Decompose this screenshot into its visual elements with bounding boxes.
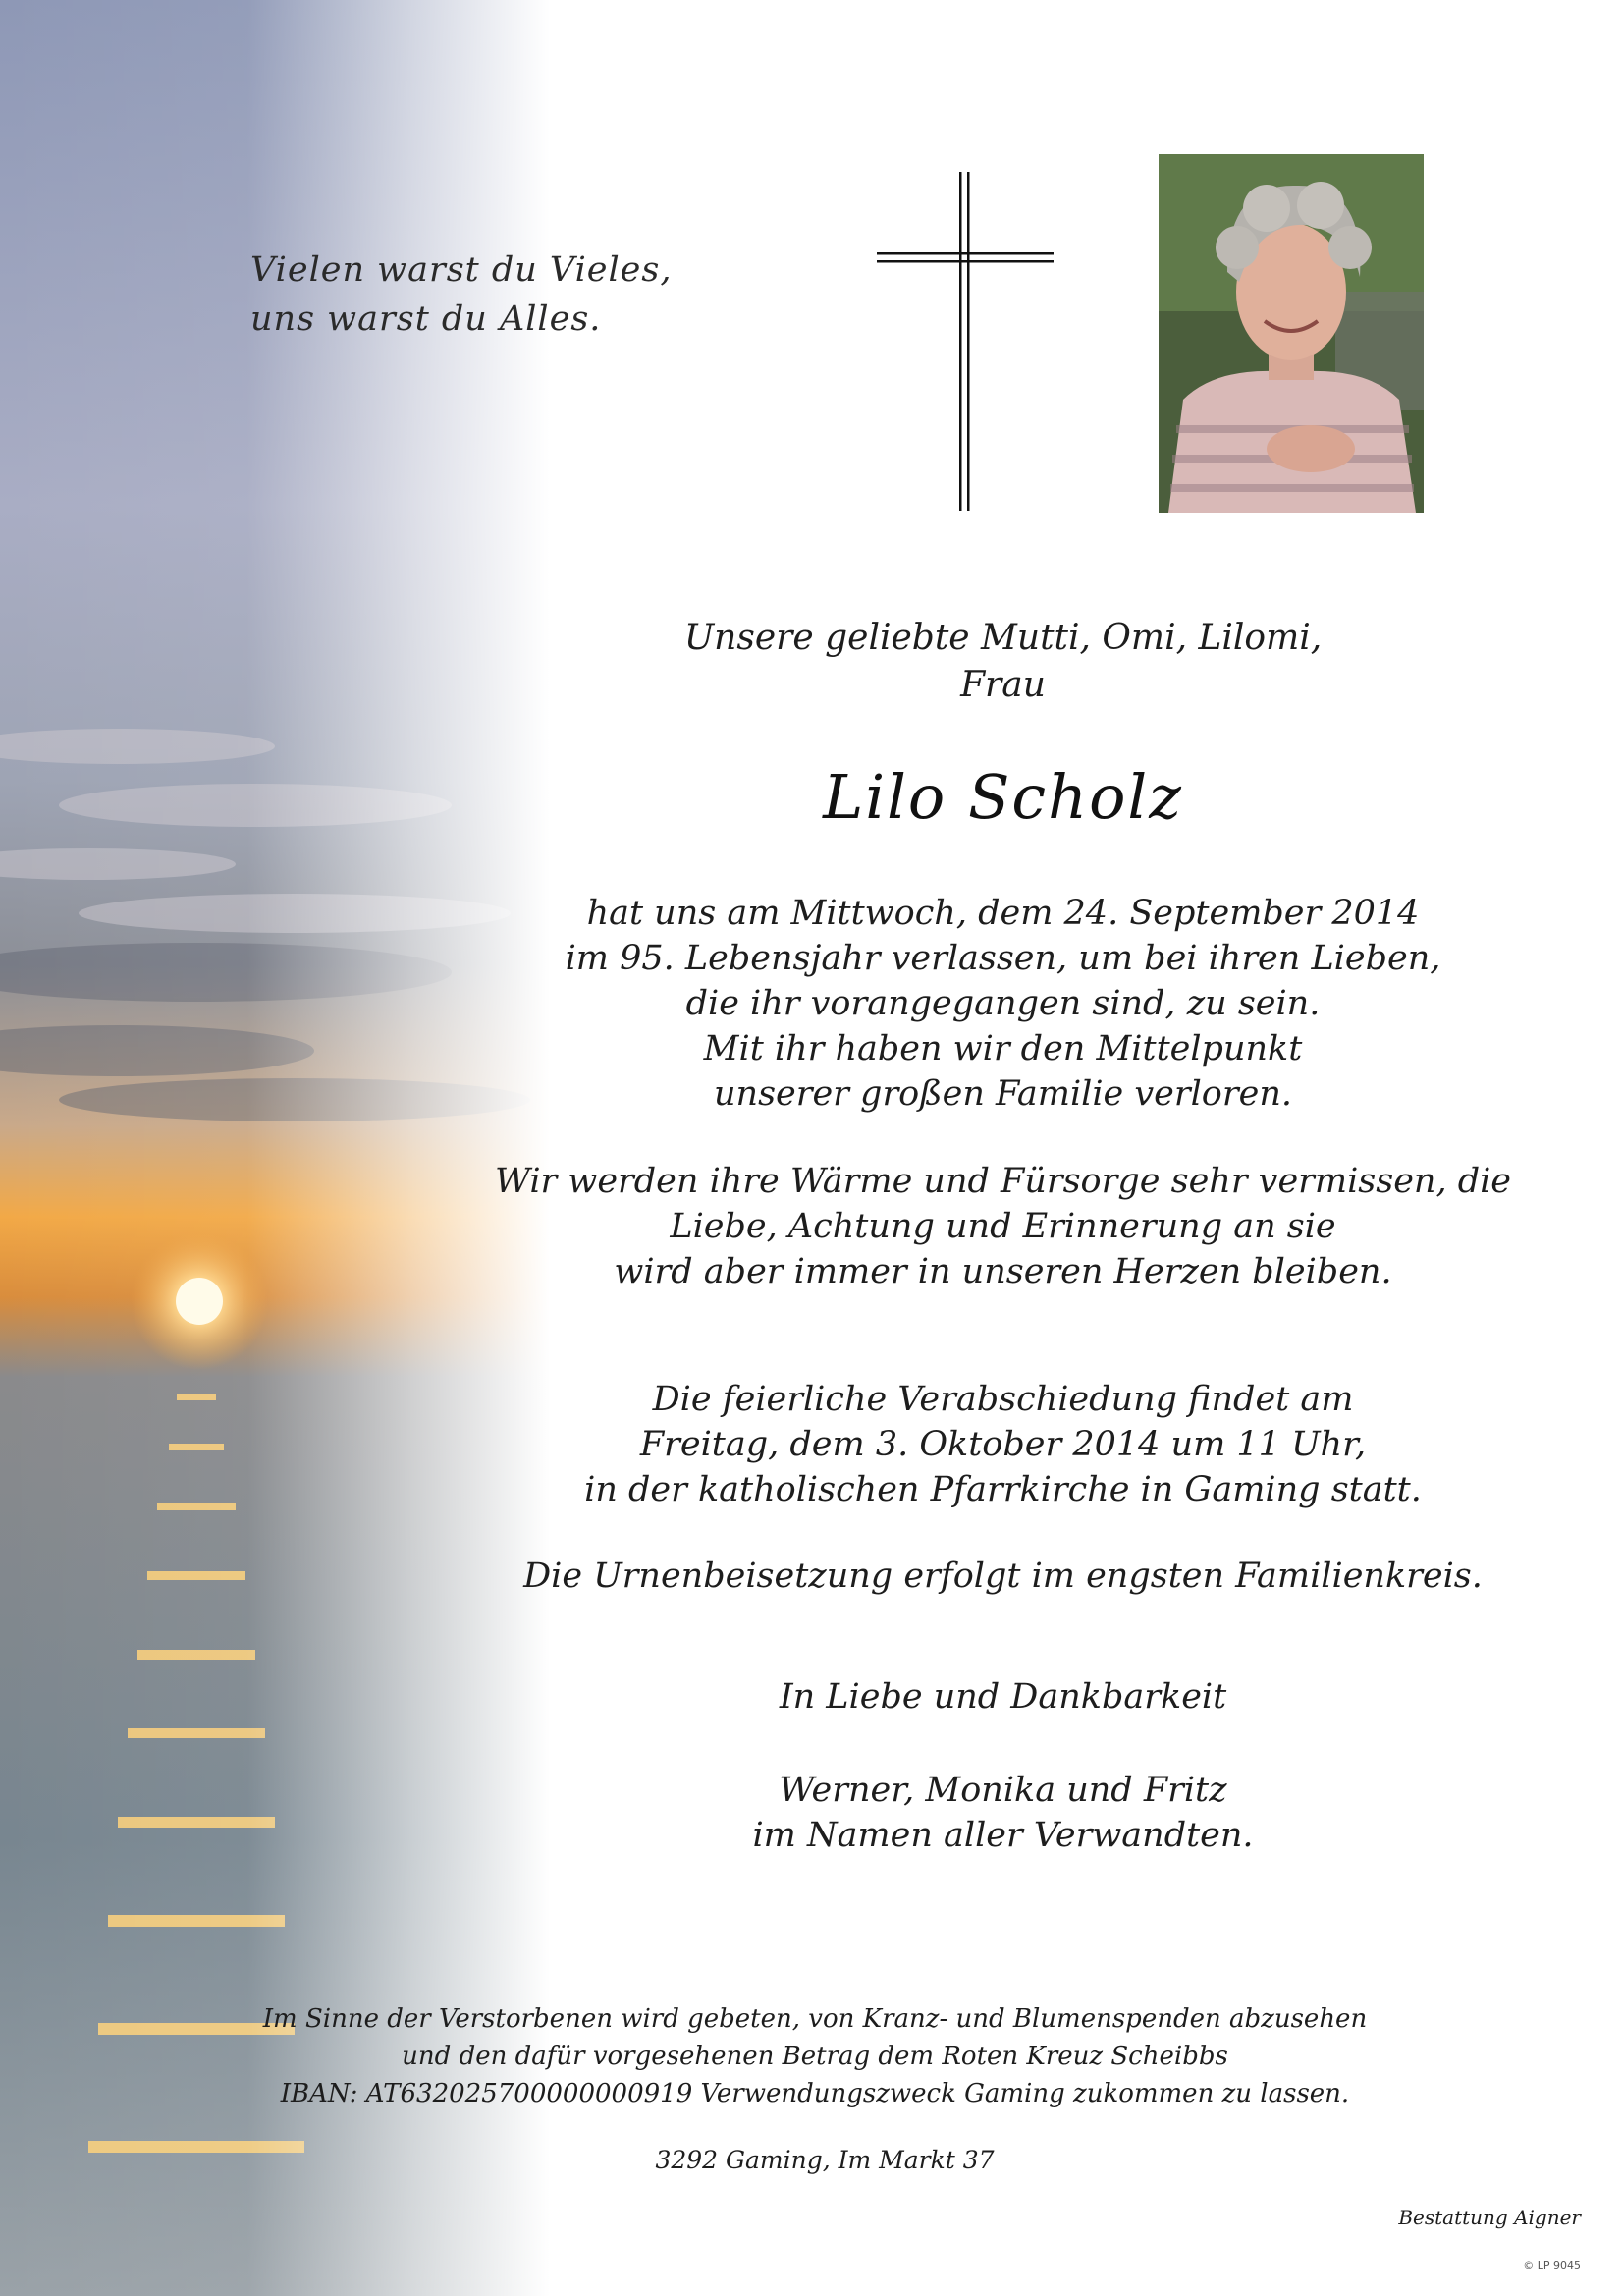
request-line: und den dafür vorgesehenen Betrag dem Roten Kreuz Scheibbs <box>402 2042 1228 2071</box>
text-line: Mit ihr haben wir den Mittelpunkt <box>703 1029 1303 1068</box>
text-line: Wir werden ihre Wärme und Fürsorge sehr vermissen, die <box>494 1162 1512 1201</box>
intro-line: Unsere geliebte Mutti, Omi, Lilomi, <box>683 618 1323 658</box>
text-line: die ihr vorangegangen sind, zu sein. <box>685 984 1321 1023</box>
text-line: hat uns am Mittwoch, dem 24. September 2014 <box>586 894 1420 933</box>
signature-block <box>461 1768 1544 1858</box>
text-line: im 95. Lebensjahr verlassen, um bei ihren Lieben, <box>565 939 1441 978</box>
signature-line: Werner, Monika und Fritz <box>779 1771 1227 1810</box>
text-line: in der katholischen Pfarrkirche in Gaming statt. <box>584 1470 1422 1509</box>
cross-icon <box>877 172 1054 511</box>
remembrance-paragraph <box>461 1159 1544 1294</box>
intro-line: Frau <box>960 665 1046 705</box>
burial-note: Die Urnenbeisetzung erfolgt im engsten Familienkreis. <box>523 1557 1483 1596</box>
sunset-sea-photo <box>0 0 550 2296</box>
address: 3292 Gaming, Im Markt 37 <box>655 2146 995 2174</box>
deceased-name: Lilo Scholz <box>823 761 1183 833</box>
request-line: IBAN: AT632025700000000919 Verwendungszweck Gaming zukommen zu lassen. <box>280 2079 1350 2108</box>
text-line: Die feierliche Verabschiedung findet am <box>652 1380 1354 1419</box>
ceremony-paragraph <box>461 1377 1544 1512</box>
tagline-line: Vielen warst du Vieles, <box>250 250 673 290</box>
text-line: Liebe, Achtung und Erinnerung an sie <box>670 1207 1336 1246</box>
tagline <box>250 246 673 344</box>
undertaker-name: Bestattung Aigner <box>1398 2206 1581 2229</box>
portrait-photo <box>1159 154 1424 513</box>
tagline-line: uns warst du Alles. <box>250 300 602 339</box>
print-code: © LP 9045 <box>1523 2259 1581 2271</box>
request-line: Im Sinne der Verstorbenen wird gebeten, von Kranz- und Blumenspenden abzusehen <box>262 2004 1368 2034</box>
signature-line: im Namen aller Verwandten. <box>752 1816 1254 1855</box>
donation-request <box>177 2000 1453 2112</box>
text-line: Freitag, dem 3. Oktober 2014 um 11 Uhr, <box>639 1425 1367 1464</box>
text-line: wird aber immer in unseren Herzen bleiben. <box>614 1252 1392 1291</box>
death-notice-paragraph <box>461 891 1544 1117</box>
intro-text <box>461 615 1544 709</box>
text-line: unserer großen Familie verloren. <box>713 1074 1292 1114</box>
closing-line: In Liebe und Dankbarkeit <box>779 1677 1227 1717</box>
